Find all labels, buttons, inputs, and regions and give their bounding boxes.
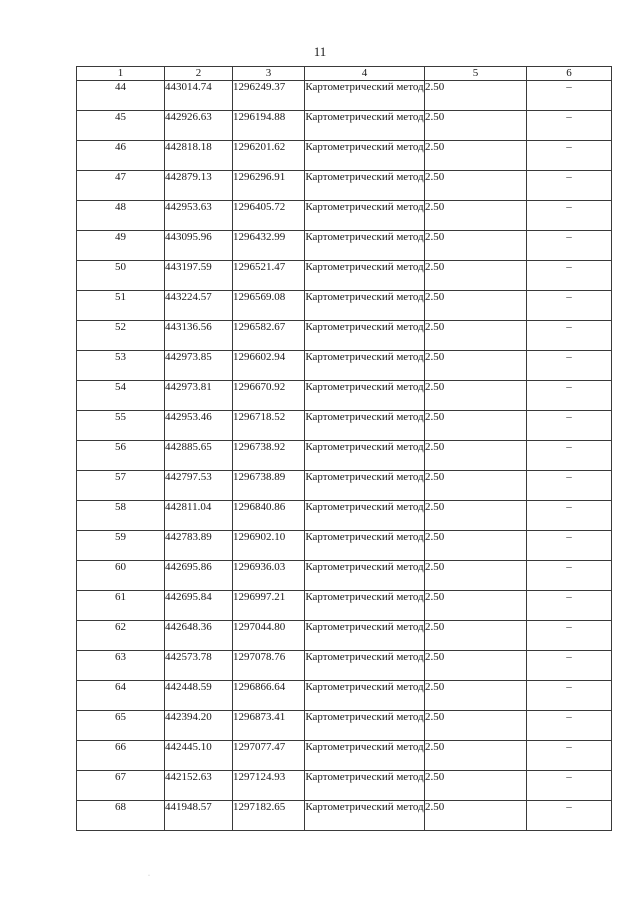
x-coordinate-cell: 442783.89	[165, 531, 233, 561]
table-header-row	[77, 67, 612, 81]
accuracy-cell: 2.50	[425, 201, 527, 231]
header-col-6: 6	[527, 67, 612, 81]
accuracy-cell: 2.50	[425, 711, 527, 741]
table-row	[77, 231, 612, 261]
x-coordinate-cell: 443197.59	[165, 261, 233, 291]
method-cell: Картометрический метод	[305, 351, 425, 381]
description-cell: –	[527, 291, 612, 321]
x-coordinate-cell: 442695.84	[165, 591, 233, 621]
point-number-cell: 68	[77, 801, 165, 831]
accuracy-cell: 2.50	[425, 111, 527, 141]
accuracy-cell: 2.50	[425, 81, 527, 111]
y-coordinate-cell: 1296432.99	[233, 231, 305, 261]
table-row	[77, 141, 612, 171]
header-col-2: 2	[165, 67, 233, 81]
description-cell: –	[527, 681, 612, 711]
x-coordinate-cell: 442926.63	[165, 111, 233, 141]
x-coordinate-cell: 442879.13	[165, 171, 233, 201]
x-coordinate-cell: 442573.78	[165, 651, 233, 681]
y-coordinate-cell: 1296405.72	[233, 201, 305, 231]
table-row	[77, 81, 612, 111]
method-cell: Картометрический метод	[305, 501, 425, 531]
table-row	[77, 501, 612, 531]
description-cell: –	[527, 231, 612, 261]
table-row	[77, 351, 612, 381]
method-cell: Картометрический метод	[305, 591, 425, 621]
point-number-cell: 61	[77, 591, 165, 621]
table-row	[77, 651, 612, 681]
table-row	[77, 441, 612, 471]
description-cell: –	[527, 141, 612, 171]
point-number-cell: 62	[77, 621, 165, 651]
x-coordinate-cell: 443014.74	[165, 81, 233, 111]
y-coordinate-cell: 1296873.41	[233, 711, 305, 741]
point-number-cell: 64	[77, 681, 165, 711]
method-cell: Картометрический метод	[305, 651, 425, 681]
point-number-cell: 65	[77, 711, 165, 741]
coordinates-table	[76, 66, 612, 831]
y-coordinate-cell: 1296582.67	[233, 321, 305, 351]
y-coordinate-cell: 1296718.52	[233, 411, 305, 441]
table-row	[77, 531, 612, 561]
method-cell: Картометрический метод	[305, 411, 425, 441]
x-coordinate-cell: 442953.63	[165, 201, 233, 231]
x-coordinate-cell: 442797.53	[165, 471, 233, 501]
point-number-cell: 66	[77, 741, 165, 771]
accuracy-cell: 2.50	[425, 561, 527, 591]
accuracy-cell: 2.50	[425, 801, 527, 831]
accuracy-cell: 2.50	[425, 171, 527, 201]
header-col-4: 4	[305, 67, 425, 81]
description-cell: –	[527, 531, 612, 561]
y-coordinate-cell: 1297077.47	[233, 741, 305, 771]
table-row	[77, 321, 612, 351]
table-row	[77, 471, 612, 501]
description-cell: –	[527, 321, 612, 351]
method-cell: Картометрический метод	[305, 441, 425, 471]
y-coordinate-cell: 1297044.80	[233, 621, 305, 651]
table-row	[77, 291, 612, 321]
accuracy-cell: 2.50	[425, 741, 527, 771]
point-number-cell: 58	[77, 501, 165, 531]
accuracy-cell: 2.50	[425, 681, 527, 711]
point-number-cell: 49	[77, 231, 165, 261]
method-cell: Картометрический метод	[305, 471, 425, 501]
x-coordinate-cell: 442973.81	[165, 381, 233, 411]
description-cell: –	[527, 81, 612, 111]
header-col-5: 5	[425, 67, 527, 81]
accuracy-cell: 2.50	[425, 441, 527, 471]
description-cell: –	[527, 501, 612, 531]
table-row	[77, 741, 612, 771]
description-cell: –	[527, 351, 612, 381]
y-coordinate-cell: 1296569.08	[233, 291, 305, 321]
y-coordinate-cell: 1296866.64	[233, 681, 305, 711]
method-cell: Картометрический метод	[305, 711, 425, 741]
description-cell: –	[527, 201, 612, 231]
y-coordinate-cell: 1296602.94	[233, 351, 305, 381]
x-coordinate-cell: 442973.85	[165, 351, 233, 381]
description-cell: –	[527, 171, 612, 201]
method-cell: Картометрический метод	[305, 81, 425, 111]
accuracy-cell: 2.50	[425, 591, 527, 621]
point-number-cell: 63	[77, 651, 165, 681]
table-row	[77, 411, 612, 441]
table-row	[77, 801, 612, 831]
point-number-cell: 56	[77, 441, 165, 471]
accuracy-cell: 2.50	[425, 321, 527, 351]
x-coordinate-cell: 443136.56	[165, 321, 233, 351]
y-coordinate-cell: 1296738.92	[233, 441, 305, 471]
table-row	[77, 261, 612, 291]
y-coordinate-cell: 1296997.21	[233, 591, 305, 621]
x-coordinate-cell: 442953.46	[165, 411, 233, 441]
y-coordinate-cell: 1296902.10	[233, 531, 305, 561]
x-coordinate-cell: 443095.96	[165, 231, 233, 261]
accuracy-cell: 2.50	[425, 141, 527, 171]
description-cell: –	[527, 711, 612, 741]
description-cell: –	[527, 741, 612, 771]
method-cell: Картометрический метод	[305, 621, 425, 651]
table-row	[77, 711, 612, 741]
point-number-cell: 45	[77, 111, 165, 141]
method-cell: Картометрический метод	[305, 171, 425, 201]
accuracy-cell: 2.50	[425, 411, 527, 441]
accuracy-cell: 2.50	[425, 351, 527, 381]
description-cell: –	[527, 441, 612, 471]
accuracy-cell: 2.50	[425, 651, 527, 681]
point-number-cell: 46	[77, 141, 165, 171]
y-coordinate-cell: 1296296.91	[233, 171, 305, 201]
y-coordinate-cell: 1296249.37	[233, 81, 305, 111]
point-number-cell: 59	[77, 531, 165, 561]
method-cell: Картометрический метод	[305, 801, 425, 831]
point-number-cell: 60	[77, 561, 165, 591]
method-cell: Картометрический метод	[305, 381, 425, 411]
method-cell: Картометрический метод	[305, 141, 425, 171]
description-cell: –	[527, 111, 612, 141]
method-cell: Картометрический метод	[305, 741, 425, 771]
description-cell: –	[527, 621, 612, 651]
point-number-cell: 50	[77, 261, 165, 291]
y-coordinate-cell: 1297078.76	[233, 651, 305, 681]
accuracy-cell: 2.50	[425, 381, 527, 411]
description-cell: –	[527, 561, 612, 591]
x-coordinate-cell: 443224.57	[165, 291, 233, 321]
table-row	[77, 381, 612, 411]
scan-speck: ·	[148, 873, 150, 879]
method-cell: Картометрический метод	[305, 681, 425, 711]
accuracy-cell: 2.50	[425, 531, 527, 561]
method-cell: Картометрический метод	[305, 261, 425, 291]
y-coordinate-cell: 1296738.89	[233, 471, 305, 501]
method-cell: Картометрический метод	[305, 531, 425, 561]
method-cell: Картометрический метод	[305, 111, 425, 141]
description-cell: –	[527, 591, 612, 621]
point-number-cell: 48	[77, 201, 165, 231]
method-cell: Картометрический метод	[305, 291, 425, 321]
description-cell: –	[527, 261, 612, 291]
page-number: 11	[313, 44, 327, 59]
description-cell: –	[527, 771, 612, 801]
x-coordinate-cell: 441948.57	[165, 801, 233, 831]
y-coordinate-cell: 1296521.47	[233, 261, 305, 291]
x-coordinate-cell: 442152.63	[165, 771, 233, 801]
accuracy-cell: 2.50	[425, 291, 527, 321]
point-number-cell: 52	[77, 321, 165, 351]
x-coordinate-cell: 442811.04	[165, 501, 233, 531]
header-col-3: 3	[233, 67, 305, 81]
point-number-cell: 47	[77, 171, 165, 201]
table-row	[77, 561, 612, 591]
x-coordinate-cell: 442695.86	[165, 561, 233, 591]
table-row	[77, 201, 612, 231]
x-coordinate-cell: 442394.20	[165, 711, 233, 741]
method-cell: Картометрический метод	[305, 231, 425, 261]
description-cell: –	[527, 411, 612, 441]
accuracy-cell: 2.50	[425, 621, 527, 651]
point-number-cell: 54	[77, 381, 165, 411]
accuracy-cell: 2.50	[425, 261, 527, 291]
description-cell: –	[527, 651, 612, 681]
table-row	[77, 171, 612, 201]
y-coordinate-cell: 1296201.62	[233, 141, 305, 171]
method-cell: Картометрический метод	[305, 321, 425, 351]
point-number-cell: 67	[77, 771, 165, 801]
method-cell: Картометрический метод	[305, 561, 425, 591]
accuracy-cell: 2.50	[425, 501, 527, 531]
point-number-cell: 57	[77, 471, 165, 501]
table-row	[77, 621, 612, 651]
header-col-1: 1	[77, 67, 165, 81]
point-number-cell: 55	[77, 411, 165, 441]
method-cell: Картометрический метод	[305, 771, 425, 801]
description-cell: –	[527, 471, 612, 501]
y-coordinate-cell: 1297124.93	[233, 771, 305, 801]
x-coordinate-cell: 442648.36	[165, 621, 233, 651]
y-coordinate-cell: 1296194.88	[233, 111, 305, 141]
table-row	[77, 111, 612, 141]
table-row	[77, 591, 612, 621]
method-cell: Картометрический метод	[305, 201, 425, 231]
x-coordinate-cell: 442448.59	[165, 681, 233, 711]
y-coordinate-cell: 1296670.92	[233, 381, 305, 411]
x-coordinate-cell: 442818.18	[165, 141, 233, 171]
accuracy-cell: 2.50	[425, 231, 527, 261]
accuracy-cell: 2.50	[425, 471, 527, 501]
table-row	[77, 681, 612, 711]
point-number-cell: 44	[77, 81, 165, 111]
accuracy-cell: 2.50	[425, 771, 527, 801]
x-coordinate-cell: 442445.10	[165, 741, 233, 771]
point-number-cell: 53	[77, 351, 165, 381]
y-coordinate-cell: 1296840.86	[233, 501, 305, 531]
y-coordinate-cell: 1296936.03	[233, 561, 305, 591]
description-cell: –	[527, 801, 612, 831]
table-body	[77, 81, 612, 831]
y-coordinate-cell: 1297182.65	[233, 801, 305, 831]
x-coordinate-cell: 442885.65	[165, 441, 233, 471]
point-number-cell: 51	[77, 291, 165, 321]
description-cell: –	[527, 381, 612, 411]
table-row	[77, 771, 612, 801]
